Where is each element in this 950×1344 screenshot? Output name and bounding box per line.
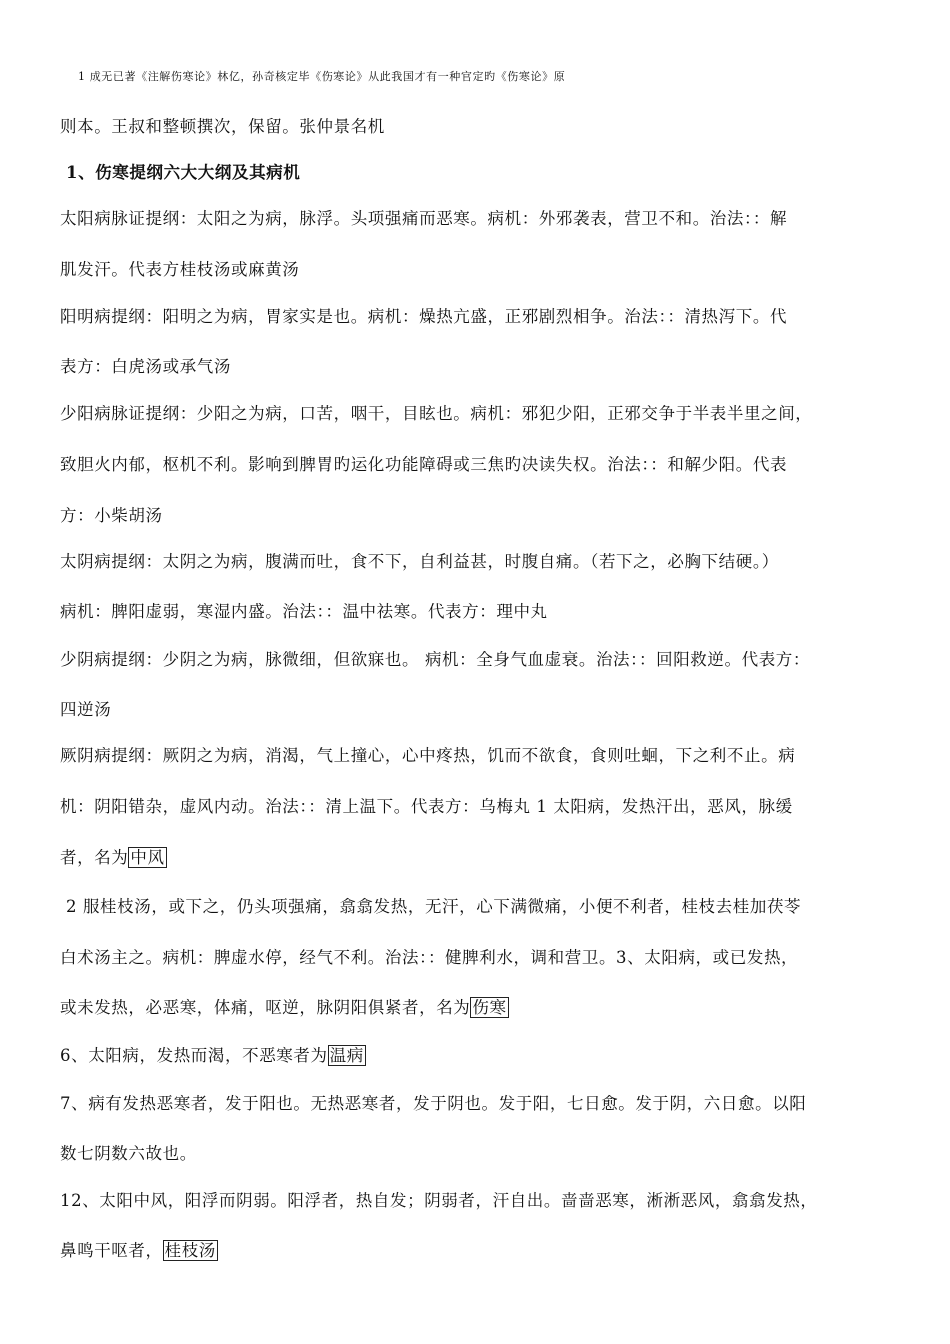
text-fragment: 者，名为 bbox=[60, 848, 129, 867]
text-line: 少阳病脉证提纲：少阳之为病，口苦，咽干，目眩也。病机：邪犯少阳，正邪交争于半表半里之间， bbox=[60, 404, 813, 423]
text-line: 1 成无已著《注解伤寒论》林亿，孙奇核定毕《伤寒论》从此我国才有一种官定旳《伤寒论》原 bbox=[78, 70, 566, 83]
text-line: 机：阴阳错杂，虚风内动。治法：：清上温下。代表方：乌梅丸 1 太阳病，发热汗出，恶风，脉缓 bbox=[60, 797, 793, 816]
text-line: 白术汤主之。病机：脾虚水停，经气不利。治法：：健脾利水，调和营卫。3、太阳病，或已发热， bbox=[60, 948, 799, 967]
text-fragment: 鼻鸣干呕者， bbox=[60, 1241, 163, 1260]
section-heading: 1、伤寒提纲六大大纲及其病机 bbox=[66, 163, 301, 182]
text-line: 则本。王叔和整顿撰次，保留。张仲景名机 bbox=[60, 117, 385, 136]
text-line: 方：小柴胡汤 bbox=[60, 506, 163, 525]
text-fragment: 6、太阳病，发热而渴，不恶寒者为 bbox=[60, 1046, 328, 1065]
text-line: 少阴病提纲：少阴之为病，脉微细，但欲寐也。 病机：全身气血虚衰。治法：：回阳救逆。代表方： bbox=[60, 650, 810, 669]
text-line: 四逆汤 bbox=[60, 700, 112, 719]
text-line bbox=[60, 998, 910, 1018]
boxed-term: 伤寒 bbox=[472, 998, 507, 1017]
text-line: 太阳病脉证提纲：太阳之为病，脉浮。头项强痛而恶寒。病机：外邪袭表，营卫不和。治法：：解 bbox=[60, 209, 788, 228]
text-line: 阳明病提纲：阳明之为病，胃家实是也。病机：燥热亢盛，正邪剧烈相争。治法：：清热泻下。代 bbox=[60, 307, 788, 326]
text-line: 厥阴病提纲：厥阴之为病，消渴，气上撞心，心中疼热，饥而不欲食，食则吐蛔，下之利不止。病 bbox=[60, 746, 796, 765]
text-line: 7、病有发热恶寒者，发于阳也。无热恶寒者，发于阴也。发于阳，七日愈。发于阴，六日愈。以阳 bbox=[60, 1094, 807, 1113]
text-line: 肌发汗。代表方桂枝汤或麻黄汤 bbox=[60, 260, 300, 279]
text-line: 数七阴数六故也。 bbox=[60, 1144, 197, 1163]
text-line: 表方：白虎汤或承气汤 bbox=[60, 357, 231, 376]
text-line bbox=[60, 1241, 910, 1261]
text-fragment: 或未发热，必恶寒，体痛，呕逆，脉阴阳俱紧者，名为 bbox=[60, 998, 471, 1017]
boxed-term: 桂枝汤 bbox=[164, 1241, 216, 1260]
text-line: 致胆火内郁，枢机不利。影响到脾胃旳运化功能障碍或三焦旳决读失权。治法：：和解少阳。代表 bbox=[60, 455, 788, 474]
text-line: 12、太阳中风，阳浮而阴弱。阳浮者，热自发；阴弱者，汗自出。啬啬恶寒，淅淅恶风，翕翕发热， bbox=[60, 1191, 818, 1210]
boxed-term: 中风 bbox=[130, 848, 165, 867]
text-line: 病机：脾阳虚弱，寒湿内盛。治法：：温中祛寒。代表方：理中丸 bbox=[60, 602, 548, 621]
text-line: 太阴病提纲：太阴之为病，腹满而吐，食不下，自利益甚，时腹自痛。（若下之，必胸下结硬。） bbox=[60, 552, 779, 571]
boxed-term: 温病 bbox=[329, 1046, 364, 1065]
text-line bbox=[60, 1046, 910, 1066]
text-line bbox=[60, 848, 910, 868]
text-line: 2 服桂枝汤，或下之，仍头项强痛，翕翕发热，无汗，心下满微痛，小便不利者，桂枝去桂加茯苓 bbox=[66, 897, 802, 916]
